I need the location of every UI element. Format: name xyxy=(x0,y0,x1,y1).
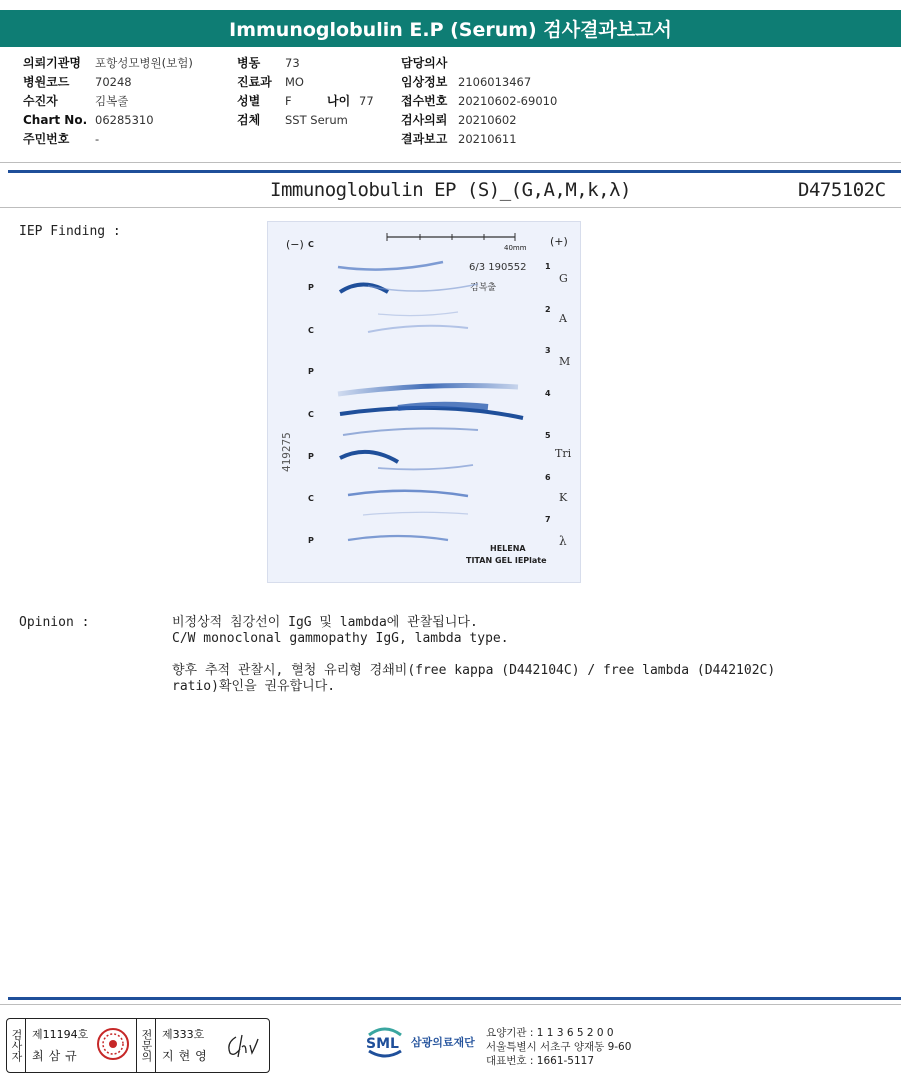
info-row xyxy=(401,111,557,130)
opinion-line: 비정상적 침강선이 IgG 및 lambda에 관찰됩니다. xyxy=(172,615,478,630)
lane-number: 5 xyxy=(545,431,551,440)
age-value: 77 xyxy=(359,94,374,108)
specialist-name: 지현영 xyxy=(162,1049,212,1063)
info-row xyxy=(23,54,193,73)
info-value: 김복줄 xyxy=(95,94,129,108)
gel-right-marker: (+) xyxy=(550,235,568,248)
opinion-text xyxy=(172,615,872,695)
info-row xyxy=(401,130,557,149)
gel-background xyxy=(268,222,580,582)
info-label: 검사의뢰 xyxy=(401,113,448,127)
lane-label: P xyxy=(308,367,314,376)
info-label: Chart No. xyxy=(23,113,88,127)
opinion-line: 향후 추적 관찰시, 혈청 유리형 경쇄비(free kappa (D442104C) / free lambda (D442102C) xyxy=(172,663,776,678)
lane-number: 4 xyxy=(545,389,551,398)
age-label: 나이 xyxy=(327,94,351,108)
side-number: 419275 xyxy=(280,432,293,472)
opinion-label: Opinion : xyxy=(19,615,90,630)
test-code: D475102C xyxy=(798,179,886,201)
info-label: 의뢰기관명 xyxy=(23,56,81,70)
lane-number: 1 xyxy=(545,262,551,271)
antiserum-label: G xyxy=(559,272,568,285)
info-value: 포항성모병원(보험) xyxy=(95,56,193,70)
info-value: 73 xyxy=(285,56,300,70)
signature-icon xyxy=(222,1031,262,1061)
info-label: 결과보고 xyxy=(401,132,448,146)
handwritten-id: 6/3 190552 xyxy=(469,262,527,273)
institution-address: 서울특별시 서초구 양재동 9-60 xyxy=(486,1041,632,1053)
lane-number: 3 xyxy=(545,346,551,355)
examiner-label: 검사자 xyxy=(7,1019,26,1072)
info-row xyxy=(401,73,557,92)
info-label: 병동 xyxy=(237,56,261,70)
sml-logo-icon xyxy=(363,1025,407,1059)
lane-label: P xyxy=(308,283,314,292)
info-value: SST Serum xyxy=(285,113,348,127)
sml-logo xyxy=(363,1025,475,1059)
gel-brand: TITAN GEL IEPlate xyxy=(466,556,547,565)
info-row xyxy=(23,73,193,92)
info-row xyxy=(23,92,193,111)
iep-finding-label: IEP Finding : xyxy=(19,224,121,239)
specialist-cell xyxy=(156,1019,266,1072)
antiserum-label: λ xyxy=(559,534,567,548)
precipitin-arc-dense xyxy=(398,405,488,408)
blue-rule xyxy=(8,997,901,1000)
patient-info-column-2 xyxy=(237,54,374,130)
specialist-label: 전문의 xyxy=(137,1019,156,1072)
org-name: 삼광의료재단 xyxy=(411,1036,475,1049)
info-label: 검체 xyxy=(237,113,261,127)
scale-label: 40mm xyxy=(504,244,527,252)
lane-number: 2 xyxy=(545,305,551,314)
info-value: 70248 xyxy=(95,75,132,89)
lane-number: 6 xyxy=(545,473,551,482)
patient-info-column-1 xyxy=(23,54,193,149)
info-value: 06285310 xyxy=(95,113,154,127)
test-name: Immunoglobulin EP (S)_(G,A,M,k,λ) xyxy=(270,179,631,201)
gel-brand: HELENA xyxy=(490,544,526,553)
info-row xyxy=(237,92,374,111)
report-title: Immunoglobulin E.P (Serum) 검사결과보고서 xyxy=(0,10,901,47)
examiner-number: 제11194호 xyxy=(32,1028,89,1041)
info-label: 임상정보 xyxy=(401,75,448,89)
logo-text: SML xyxy=(366,1036,399,1052)
info-label: 담당의사 xyxy=(401,56,448,70)
specialist-number: 제333호 xyxy=(162,1028,205,1041)
antiserum-label: A xyxy=(559,312,567,325)
info-row xyxy=(237,73,374,92)
institution-info xyxy=(486,1026,631,1068)
lane-label: C xyxy=(308,326,314,335)
info-value: F xyxy=(285,94,292,108)
antiserum-label: K xyxy=(559,491,568,504)
opinion-line: C/W monoclonal gammopathy IgG, lambda type. xyxy=(172,631,509,646)
info-row xyxy=(401,54,557,73)
examiner-cell xyxy=(26,1019,137,1072)
lane-label: P xyxy=(308,452,314,461)
info-label: 접수번호 xyxy=(401,94,448,108)
info-label: 주민번호 xyxy=(23,132,70,146)
spacer xyxy=(172,647,872,663)
info-value: 20210602 xyxy=(458,113,517,127)
info-row xyxy=(237,54,374,73)
lane-label: C xyxy=(308,240,314,249)
divider xyxy=(0,207,901,208)
antiserum-label: Tri xyxy=(555,447,572,460)
iep-gel-image xyxy=(267,221,581,583)
divider xyxy=(0,162,901,163)
divider xyxy=(0,1004,901,1005)
info-label: 성별 xyxy=(237,94,261,108)
patient-info-column-3 xyxy=(401,54,557,149)
lane-label: C xyxy=(308,494,314,503)
gel-left-marker: (−) xyxy=(286,238,304,251)
blue-rule xyxy=(8,170,901,173)
seal-icon xyxy=(96,1027,130,1061)
institution-code: 요양기관 : 1 1 3 6 5 2 0 0 xyxy=(486,1027,614,1039)
info-value: MO xyxy=(285,75,304,89)
info-label: 수진자 xyxy=(23,94,58,108)
handwritten-name: 김복출 xyxy=(470,283,497,293)
antiserum-label: M xyxy=(559,355,571,368)
opinion-line: ratio)확인을 권유합니다. xyxy=(172,679,336,694)
info-value: - xyxy=(95,132,100,146)
info-label: 병원코드 xyxy=(23,75,70,89)
info-value: 20210611 xyxy=(458,132,517,146)
info-label: 진료과 xyxy=(237,75,272,89)
info-value: 20210602-69010 xyxy=(458,94,558,108)
info-row xyxy=(23,111,193,130)
info-row xyxy=(401,92,557,111)
lane-label: C xyxy=(308,410,314,419)
info-row xyxy=(237,111,374,130)
examiner-name: 최삼규 xyxy=(32,1049,82,1063)
info-row xyxy=(23,130,193,149)
lane-label: P xyxy=(308,536,314,545)
lane-number: 7 xyxy=(545,515,551,524)
institution-phone: 대표번호 : 1661-5117 xyxy=(486,1055,595,1067)
signature-box xyxy=(6,1018,270,1073)
info-value: 2106013467 xyxy=(458,75,532,89)
